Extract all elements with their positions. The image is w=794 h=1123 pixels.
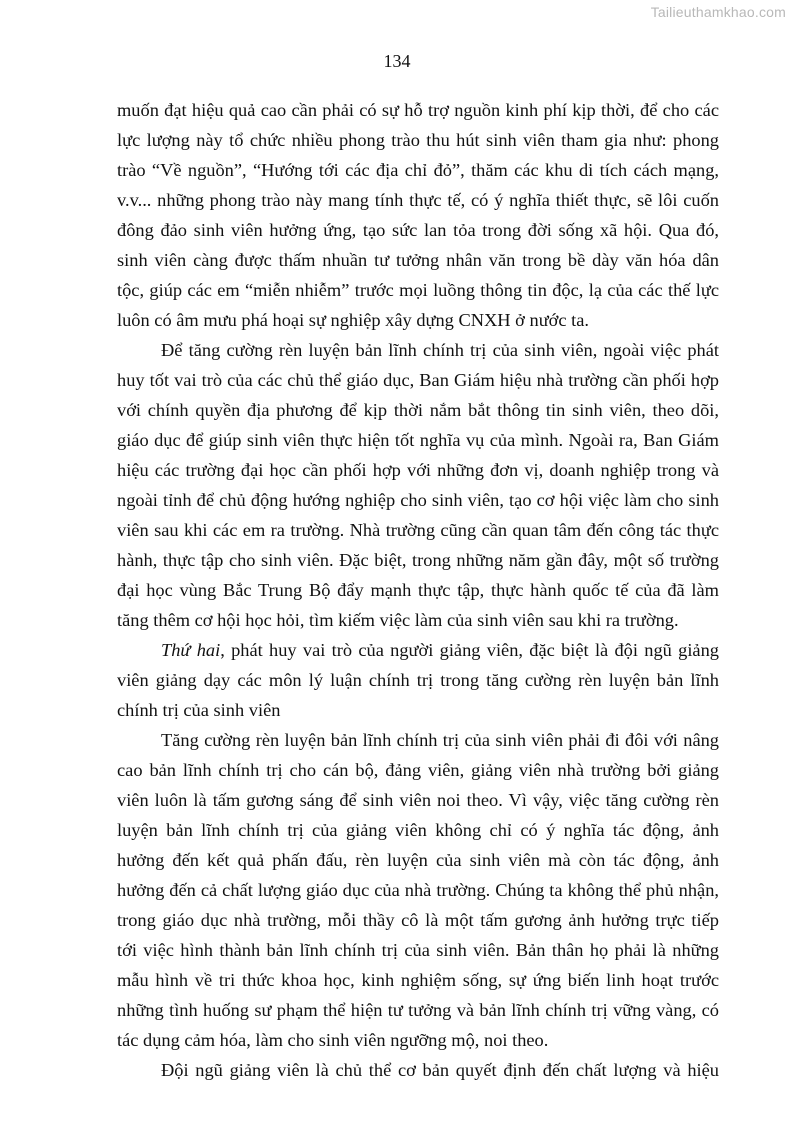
page-number: 134	[383, 51, 411, 71]
text-line: Tăng cường rèn luyện bản lĩnh chính trị của sinh viên phải đi đôi với nâng	[161, 730, 719, 750]
paragraph-1	[117, 95, 719, 335]
lead-rest: , phát huy vai trò của người giảng viên, đặc biệt là đội ngũ giảng	[220, 640, 719, 660]
text-line: đại học vùng Bắc Trung Bộ đẩy mạnh thực tập, thực hành quốc tế của đã làm	[117, 580, 719, 600]
text-line: viên luôn là tấm gương sáng để sinh viên noi theo. Vì vậy, việc tăng cường rèn	[117, 790, 719, 810]
paragraph-4	[117, 725, 719, 1055]
text-line: trong giáo dục nhà trường, mỗi thầy cô là một tấm gương ảnh hưởng trực tiếp	[117, 910, 719, 930]
text-line: giáo dục để giúp sinh viên thực hiện tốt nghĩa vụ của mình. Ngoài ra, Ban Giám	[117, 430, 719, 450]
watermark: Tailieuthamkhao.com	[650, 4, 786, 20]
text-line: hành, thực tập cho sinh viên. Đặc biệt, trong những năm gần đây, một số trường	[117, 550, 719, 570]
text-line: Để tăng cường rèn luyện bản lĩnh chính trị của sinh viên, ngoài việc phát	[161, 340, 719, 360]
text-line: sinh viên càng được thấm nhuần tư tưởng nhân văn trong bề dày văn hóa dân	[117, 250, 719, 270]
text-line: luyện bản lĩnh chính trị của giảng viên không chỉ có ý nghĩa tác động, ảnh	[117, 820, 719, 840]
text-line: luôn có âm mưu phá hoại sự nghiệp xây dựng CNXH ở nước ta.	[117, 310, 590, 330]
text-line: hưởng đến kết quả phấn đấu, rèn luyện của sinh viên mà còn tác động, ảnh	[117, 850, 719, 870]
text-line: đông đảo sinh viên hưởng ứng, tạo sức lan tỏa trong đời sống xã hội. Qua đó,	[117, 220, 719, 240]
text-line: cao bản lĩnh chính trị cho cán bộ, đảng viên, giảng viên nhà trường bởi giảng	[117, 760, 719, 780]
document-body	[117, 95, 719, 1085]
text-line: trào “Về nguồn”, “Hướng tới các địa chỉ đỏ”, thăm các khu di tích cách mạng,	[117, 160, 719, 180]
text-line: hưởng đến cả chất lượng giáo dục của nhà trường. Chúng ta không thể phủ nhận,	[117, 880, 719, 900]
italic-lead: Thứ hai	[161, 640, 221, 660]
paragraph-2	[117, 335, 719, 635]
text-line: Đội ngũ giảng viên là chủ thể cơ bản quyết định đến chất lượng và hiệu	[161, 1060, 719, 1080]
text-line: mẫu hình về tri thức khoa học, kinh nghiệm sống, sự ứng biến linh hoạt trước	[117, 970, 719, 990]
text-line: với chính quyền địa phương để kịp thời nắm bắt thông tin sinh viên, theo dõi,	[117, 400, 719, 420]
paragraph-3-heading	[117, 635, 719, 725]
text-line: tới việc hình thành bản lĩnh chính trị của sinh viên. Bản thân họ phải là những	[117, 940, 719, 960]
text-line: chính trị của sinh viên	[117, 700, 281, 720]
paragraph-5	[117, 1055, 719, 1085]
text-line: tác dụng cảm hóa, làm cho sinh viên ngưỡng mộ, noi theo.	[117, 1030, 549, 1050]
text-line: hiệu các trường đại học cần phối hợp với những đơn vị, doanh nghiệp trong và	[117, 460, 719, 480]
text-line: lực lượng này tổ chức nhiều phong trào thu hút sinh viên tham gia như: phong	[117, 130, 719, 150]
text-line: những tình huống sư phạm thể hiện tư tưởng và bản lĩnh chính trị vững vàng, có	[117, 1000, 719, 1020]
text-line: huy tốt vai trò của các chủ thể giáo dục, Ban Giám hiệu nhà trường cần phối hợp	[117, 370, 719, 390]
text-line	[117, 635, 719, 665]
text-line: v.v... những phong trào này mang tính thực tế, có ý nghĩa thiết thực, sẽ lôi cuốn	[117, 190, 719, 210]
text-line: tộc, giúp các em “miễn nhiễm” trước mọi luồng thông tin độc, lạ của các thế lực	[117, 280, 719, 300]
text-line: muốn đạt hiệu quả cao cần phải có sự hỗ trợ nguồn kinh phí kịp thời, để cho các	[117, 100, 719, 120]
text-line: ngoài tỉnh để chủ động hướng nghiệp cho sinh viên, tạo cơ hội việc làm cho sinh	[117, 490, 719, 510]
text-line: viên giảng dạy các môn lý luận chính trị trong tăng cường rèn luyện bản lĩnh	[117, 670, 719, 690]
text-line: tăng thêm cơ hội học hỏi, tìm kiếm việc làm của sinh viên sau khi ra trường.	[117, 610, 679, 630]
text-line: viên sau khi các em ra trường. Nhà trường cũng cần quan tâm đến công tác thực	[117, 520, 719, 540]
